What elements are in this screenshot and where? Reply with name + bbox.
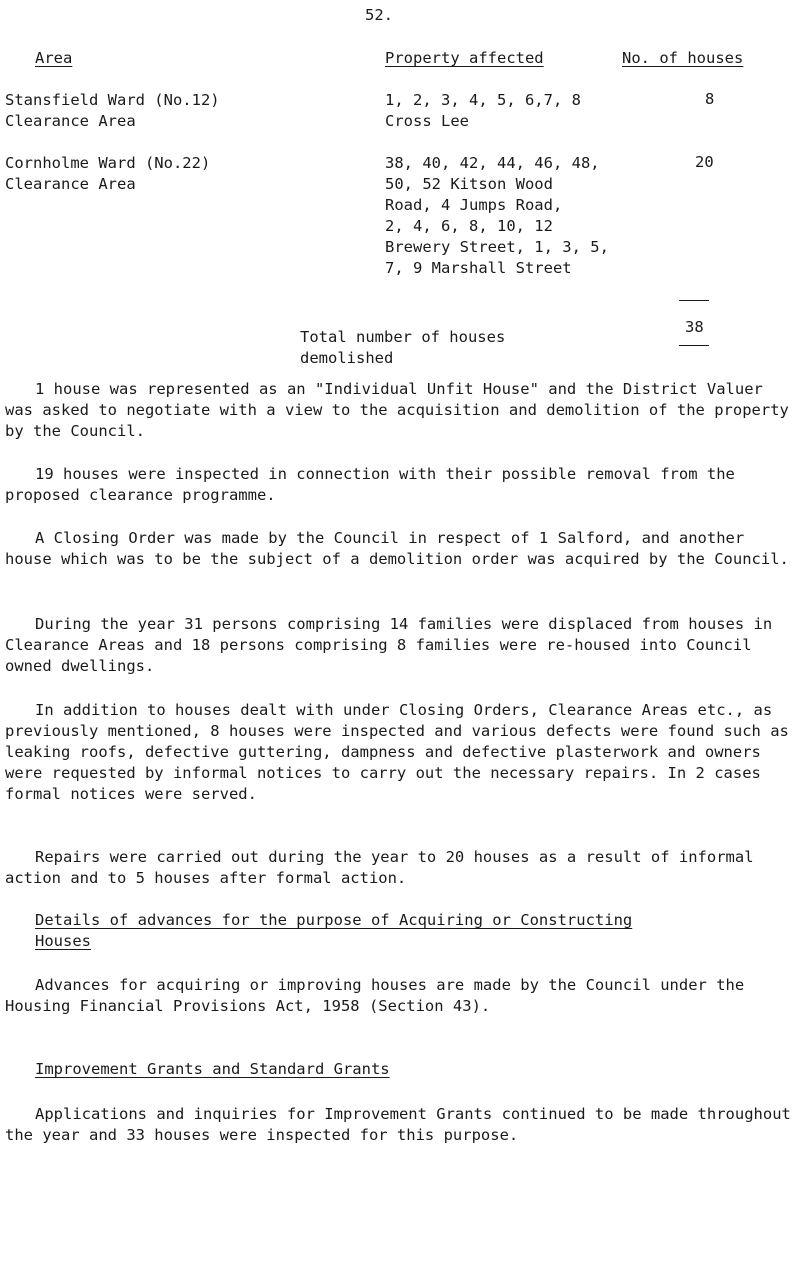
header-property-affected: Property affected [385, 49, 544, 67]
row-area: Cornholme Ward (No.22) Clearance Area [5, 154, 211, 193]
row-count: 20 [695, 153, 714, 171]
paragraph-closing-order: A Closing Order was made by the Council in respect of 1 Salford, and another house which was to be the subject of a demolition order was acquired by the Council. [5, 529, 789, 568]
paragraph-defects-found: In addition to houses dealt with under Closing Orders, Clearance Areas etc., as previously mentioned, 8 houses were inspected and various defects were found such as leaking roofs, defective guttering, dampness and defective plasterwork and owners were requested by informal notices to carry out the necessary repairs. In 2 cases formal notices were served. [5, 701, 789, 803]
page-number: 52. [365, 6, 393, 24]
header-area: Area [35, 49, 73, 67]
total-top-rule [679, 300, 709, 301]
row-area: Stansfield Ward (No.12) Clearance Area [5, 91, 220, 130]
paragraph-repairs-carried-out: Repairs were carried out during the year to 20 houses as a result of informal action and to 5 houses after formal action. [5, 848, 754, 887]
paragraph-houses-inspected: 19 houses were inspected in connection with their possible removal from the proposed clearance programme. [5, 465, 735, 504]
row-count: 8 [705, 90, 715, 108]
row-property: 1, 2, 3, 4, 5, 6,7, 8 Cross Lee [385, 91, 581, 130]
paragraph-individual-unfit-house: 1 house was represented as an "Individual Unfit House" and the District Valuer was asked to negotiate with a view to the acquisition and demolition of the property by the Council. [5, 380, 789, 440]
row-property: 38, 40, 42, 44, 46, 48, 50, 52 Kitson Wood Road, 4 Jumps Road, 2, 4, 6, 8, 10, 12 Brewery Street, 1, 3, 5, 7, 9 Marshall Street [385, 154, 609, 277]
paragraph-persons-displaced: During the year 31 persons comprising 14 families were displaced from houses in Clearance Areas and 18 persons comprising 8 families were re-housed into Council owned dwellings. [5, 615, 773, 675]
paragraph-improvement-grants: Applications and inquiries for Improvement Grants continued to be made throughout the year and 33 houses were inspected for this purpose. [5, 1105, 791, 1144]
total-label: Total number of houses demolished [300, 328, 506, 367]
header-number-of-houses: No. of houses [622, 49, 744, 67]
paragraph-advances: Advances for acquiring or improving houses are made by the Council under the Housing Financial Provisions Act, 1958 (Section 43). [5, 976, 745, 1015]
heading-advances: Details of advances for the purpose of Acquiring or Constructing Houses [35, 911, 633, 950]
heading-improvement-grants: Improvement Grants and Standard Grants [35, 1060, 390, 1078]
total-bottom-rule [679, 345, 709, 346]
total-value: 38 [685, 318, 704, 336]
